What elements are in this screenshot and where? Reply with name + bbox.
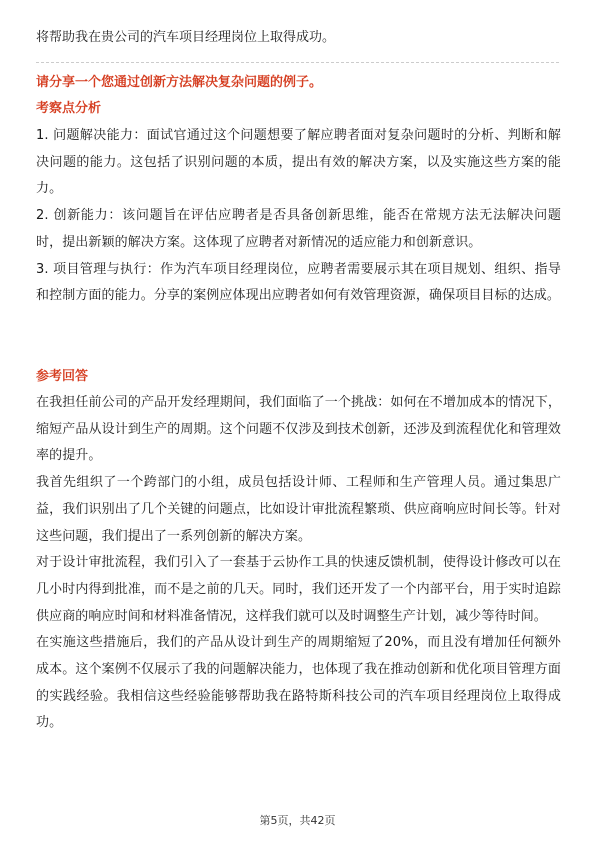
analysis-list [36, 123, 561, 310]
answer-paragraph: 在实施这些措施后，我们的产品从设计到生产的周期缩短了20%，而且没有增加任何额外成本。这个案例不仅展示了我的问题解决能力，也体现了我在推动创新和优化项目管理方面的实践经验。我相信这些经验能够帮助我在路特斯科技公司的汽车项目经理岗位上取得成功。 [36, 635, 561, 731]
question-title: 请分享一个您通过创新方法解决复杂问题的例子。 [36, 75, 323, 90]
section-divider [36, 62, 559, 63]
answer-paragraph: 在我担任前公司的产品开发经理期间，我们面临了一个挑战：如何在不增加成本的情况下，缩短产品从设计到生产的周期。这个问题不仅涉及到技术创新，还涉及到流程优化和管理效率的提升。 [36, 395, 561, 464]
answer-paragraph: 我首先组织了一个跨部门的小组，成员包括设计师、工程师和生产管理人员。通过集思广益，我们识别出了几个关键的问题点，比如设计审批流程繁琐、供应商响应时间长等。针对这些问题，我们提出了一系列创新的解决方案。 [36, 475, 561, 544]
page-number: 第5页，共42页 [259, 814, 336, 827]
analysis-point: 2. 创新能力：该问题旨在评估应聘者是否具备创新思维，能否在常规方法无法解决问题时，提出新颖的解决方案。这体现了应聘者对新情况的适应能力和创新意识。 [36, 208, 561, 250]
answer-heading: 参考回答 [36, 369, 89, 384]
intro-text: 将帮助我在贵公司的汽车项目经理岗位上取得成功。 [36, 30, 336, 45]
analysis-point: 1. 问题解决能力：面试官通过这个问题想要了解应聘者面对复杂问题时的分析、判断和解决问题的能力。这包括了识别问题的本质，提出有效的解决方案，以及实施这些方案的能力。 [36, 128, 561, 197]
answer-paragraph: 对于设计审批流程，我们引入了一套基于云协作工具的快速反馈机制，使得设计修改可以在几小时内得到批准，而不是之前的几天。同时，我们还开发了一个内部平台，用于实时追踪供应商的响应时间和材料准备情况，这样我们就可以及时调整生产计划，减少等待时间。 [36, 555, 561, 624]
answer-body [36, 390, 561, 737]
analysis-heading: 考察点分析 [36, 101, 102, 116]
analysis-point: 3. 项目管理与执行：作为汽车项目经理岗位，应聘者需要展示其在项目规划、组织、指导和控制方面的能力。分享的案例应体现出应聘者如何有效管理资源，确保项目目标的达成。 [36, 261, 561, 304]
